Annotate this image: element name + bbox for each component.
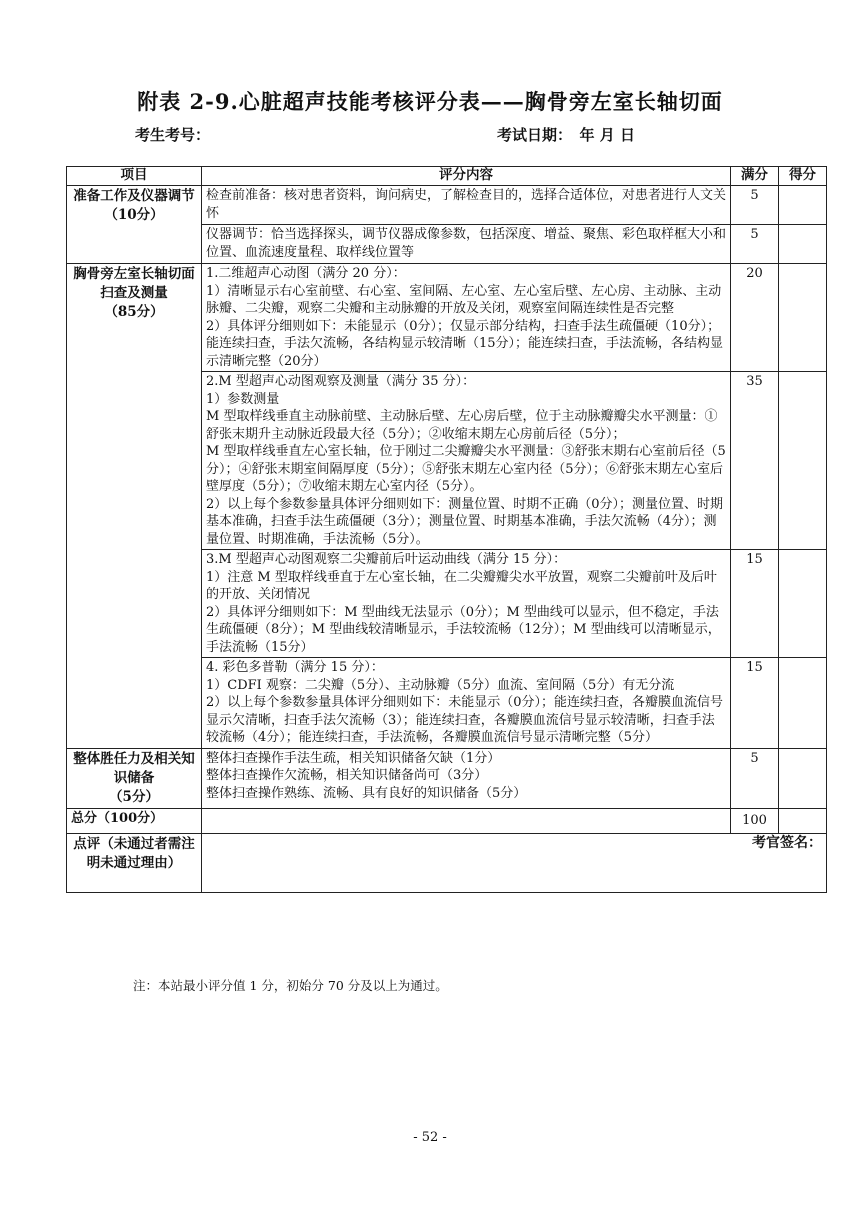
total-content <box>202 808 731 833</box>
row-full-score: 35 <box>731 372 779 550</box>
score-input-cell[interactable] <box>779 372 827 550</box>
footnote: 注：本站最小评分值 1 分，初始分 70 分及以上为通过。 <box>133 978 448 993</box>
header-row <box>67 167 827 186</box>
row-full-score: 5 <box>731 748 779 808</box>
section-prep-label: 准备工作及仪器调节 （10分） <box>67 186 202 264</box>
table-row <box>67 748 827 808</box>
header-item: 项目 <box>67 167 202 186</box>
score-input-cell[interactable] <box>779 550 827 658</box>
scoring-table <box>66 166 827 893</box>
total-label: 总分（100分） <box>67 808 202 833</box>
score-input-cell[interactable] <box>779 225 827 264</box>
comment-label: 点评（未通过者需注明未通过理由） <box>67 833 202 892</box>
examiner-signature-label: 考官签名： <box>752 834 822 851</box>
row-content: 仪器调节：恰当选择探头，调节仪器成像参数，包括深度、增益、聚焦、彩色取样框大小和位置、血流速度量程、取样线位置等 <box>202 225 731 264</box>
page-title: 附表 2-9.心脏超声技能考核评分表——胸骨旁左室长轴切面 <box>137 89 723 114</box>
score-input-cell[interactable] <box>779 264 827 372</box>
row-content: 整体扫查操作手法生疏，相关知识储备欠缺（1分） 整体扫查操作欠流畅，相关知识储备尚可（3分） 整体扫查操作熟练、流畅、具有良好的知识储备（5分） <box>202 748 731 808</box>
row-content: 2.M 型超声心动图观察及测量（满分 35 分）： 1）参数测量 M 型取样线垂直主动脉前壁、主动脉后壁、左心房后壁，位于主动脉瓣瓣尖水平测量：①舒张末期升主动脉近段最大径（5分）；②收缩末期左心房前后径（5分）； M 型取样线垂直左心室长轴，位于刚过二尖瓣瓣尖水平测量：③舒张末期右心室前后径（5分）；④舒张末期室间隔厚度（5分）；⑤舒张末期左心室内径（5分）；⑥舒张末期左心室后壁厚度（5分）；⑦收缩末期左心室内径（5分）。 2）以上每个参数参量具体评分细则如下：测量位置、时期不正确（0分）；测量位置、时期基本准确，扫查手法生疏僵硬（3分）；测量位置、时期基本准确，手法欠流畅（4分）；测量位置、时期准确，手法流畅（5分）。 <box>202 372 731 550</box>
header-score: 得分 <box>779 167 827 186</box>
row-full-score: 15 <box>731 658 779 749</box>
row-full-score: 5 <box>731 186 779 225</box>
score-input-cell[interactable] <box>779 186 827 225</box>
score-input-cell[interactable] <box>779 658 827 749</box>
score-input-cell[interactable] <box>779 748 827 808</box>
candidate-id-label: 考生考号： <box>135 126 211 144</box>
examiner-signature-cell[interactable] <box>202 833 827 892</box>
row-full-score: 20 <box>731 264 779 372</box>
row-full-score: 5 <box>731 225 779 264</box>
total-row <box>67 808 827 833</box>
header-content: 评分内容 <box>202 167 731 186</box>
row-content: 1.二维超声心动图（满分 20 分）： 1）清晰显示右心室前壁、右心室、室间隔、左心室、左心室后壁、左心房、主动脉、主动脉瓣、二尖瓣，观察二尖瓣和主动脉瓣的开放及关闭，观察室间隔连续性是否完整 2）具体评分细则如下：未能显示（0分）；仅显示部分结构，扫查手法生疏僵硬（10分）；能连续扫查，手法欠流畅，各结构显示较清晰（15分）；能连续扫查，手法流畅，各结构显示清晰完整（20分） <box>202 264 731 372</box>
section-competence-label: 整体胜任力及相关知识储备 （5分） <box>67 748 202 808</box>
total-full-score: 100 <box>731 808 779 833</box>
page-number: - 52 - <box>413 1130 447 1145</box>
comment-row <box>67 833 827 892</box>
exam-date-label: 考试日期： 年 月 日 <box>497 126 635 144</box>
row-content: 4. 彩色多普勒（满分 15 分）： 1）CDFI 观察：二尖瓣（5分）、主动脉瓣（5分）血流、室间隔（5分）有无分流 2）以上每个参数参量具体评分细则如下：未能显示（0分）；能连续扫查，各瓣膜血流信号显示欠清晰，扫查手法欠流畅（3）；能连续扫查，各瓣膜血流信号显示较清晰，扫查手法较流畅（4分）；能连续扫查，手法流畅，各瓣膜血流信号显示清晰完整（5分） <box>202 658 731 749</box>
table-row <box>67 264 827 372</box>
section-scan-label: 胸骨旁左室长轴切面扫查及测量 （85分） <box>67 264 202 749</box>
header-full-score: 满分 <box>731 167 779 186</box>
table-row <box>67 186 827 225</box>
row-content: 3.M 型超声心动图观察二尖瓣前后叶运动曲线（满分 15 分）： 1）注意 M 型取样线垂直于左心室长轴，在二尖瓣瓣尖水平放置，观察二尖瓣前叶及后叶的开放、关闭情况 2）具体评分细则如下：M 型曲线无法显示（0分）；M 型曲线可以显示，但不稳定，手法生疏僵硬（8分）；M 型曲线较清晰显示，手法较流畅（12分）；M 型曲线可以清晰显示，手法流畅（15分） <box>202 550 731 658</box>
total-score-input-cell[interactable] <box>779 808 827 833</box>
row-content: 检查前准备：核对患者资料，询问病史，了解检查目的，选择合适体位，对患者进行人文关怀 <box>202 186 731 225</box>
row-full-score: 15 <box>731 550 779 658</box>
